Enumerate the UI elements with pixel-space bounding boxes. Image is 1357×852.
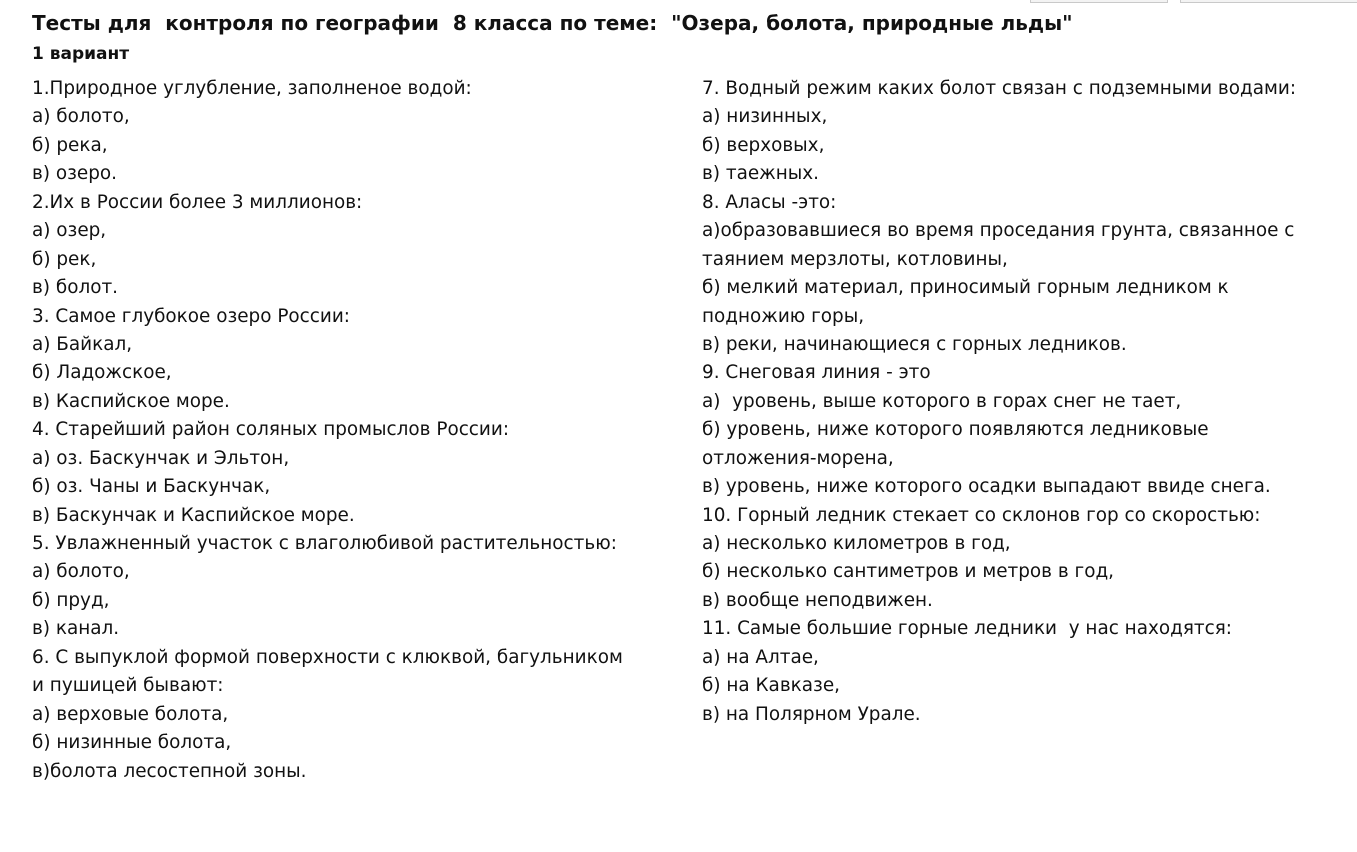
question-line: в) Каспийское море. [32, 390, 230, 412]
question-line: а) уровень, выше которого в горах снег не тает, [702, 390, 1182, 412]
question-line: а) низинных, [702, 106, 828, 128]
question-line: б) несколько сантиметров и метров в год, [702, 561, 1115, 583]
question-line: отложения-морена, [702, 447, 894, 469]
question-line: 8. Аласы -это: [702, 191, 837, 213]
left-question-column [32, 75, 623, 786]
question-line: а) болото, [32, 106, 130, 128]
question-line: а) верховые болота, [32, 703, 229, 725]
question-line: в) таежных. [702, 163, 819, 185]
question-line: б) верховых, [702, 134, 825, 156]
variant-label: 1 вариант [32, 44, 130, 64]
window-top-strip [0, 0, 1357, 4]
toolbar-field[interactable] [1180, 0, 1357, 3]
question-line: 3. Самое глубокое озеро России: [32, 305, 350, 327]
question-line: в) озеро. [32, 163, 117, 185]
question-line: 5. Увлажненный участок с влаголюбивой растительностью: [32, 533, 617, 554]
question-line: б) мелкий материал, приносимый горным ледником к [702, 277, 1229, 299]
question-line: и пушицей бывают: [32, 675, 224, 697]
question-line: 2.Их в России более 3 миллионов: [32, 191, 363, 213]
question-line: 9. Снеговая линия - это [702, 362, 931, 384]
question-line: таянием мерзлоты, котловины, [702, 248, 1008, 270]
question-line: 7. Водный режим каких болот связан с подземными водами: [702, 78, 1297, 99]
question-line: в) Баскунчак и Каспийское море. [32, 504, 355, 526]
question-line: а) на Алтае, [702, 646, 819, 668]
question-line: б) река, [32, 134, 108, 156]
question-line: а)образовавшиеся во время проседания грунта, связанное с [702, 220, 1295, 242]
question-line: 1.Природное углубление, заполненое водой: [32, 78, 472, 99]
question-line: в)болота лесостепной зоны. [32, 760, 307, 782]
question-line: 10. Горный ледник стекает со склонов гор со скоростью: [702, 504, 1261, 526]
question-line: 6. С выпуклой формой поверхности с клюквой, багульником [32, 646, 623, 668]
document-title: Тесты для контроля по географии 8 класса по теме: "Озера, болота, природные льды" [32, 11, 1073, 35]
toolbar-field[interactable] [1030, 0, 1168, 3]
question-line: подножию горы, [702, 305, 865, 327]
question-line: б) низинные болота, [32, 732, 232, 754]
question-line: в) болот. [32, 277, 119, 299]
question-line: б) пруд, [32, 589, 110, 611]
question-line: а) Байкал, [32, 333, 133, 355]
question-line: б) оз. Чаны и Баскунчак, [32, 476, 271, 498]
right-question-column [702, 75, 1296, 729]
question-line: в) уровень, ниже которого осадки выпадают ввиде снега. [702, 476, 1271, 498]
question-line: 4. Старейший район соляных промыслов России: [32, 419, 510, 441]
question-line: 11. Самые большие горные ледники у нас находятся: [702, 618, 1232, 640]
question-line: а) озер, [32, 220, 107, 242]
question-line: а) оз. Баскунчак и Эльтон, [32, 447, 290, 469]
question-line: б) Ладожское, [32, 362, 172, 384]
question-line: а) болото, [32, 561, 130, 583]
question-line: а) несколько километров в год, [702, 533, 1011, 554]
question-line: в) вообще неподвижен. [702, 589, 933, 611]
question-line: в) на Полярном Урале. [702, 703, 921, 725]
question-line: б) рек, [32, 248, 97, 270]
question-line: б) на Кавказе, [702, 675, 840, 697]
question-line: в) реки, начинающиеся с горных ледников. [702, 333, 1127, 355]
question-line: в) канал. [32, 618, 120, 640]
question-line: б) уровень, ниже которого появляются ледниковые [702, 419, 1209, 441]
